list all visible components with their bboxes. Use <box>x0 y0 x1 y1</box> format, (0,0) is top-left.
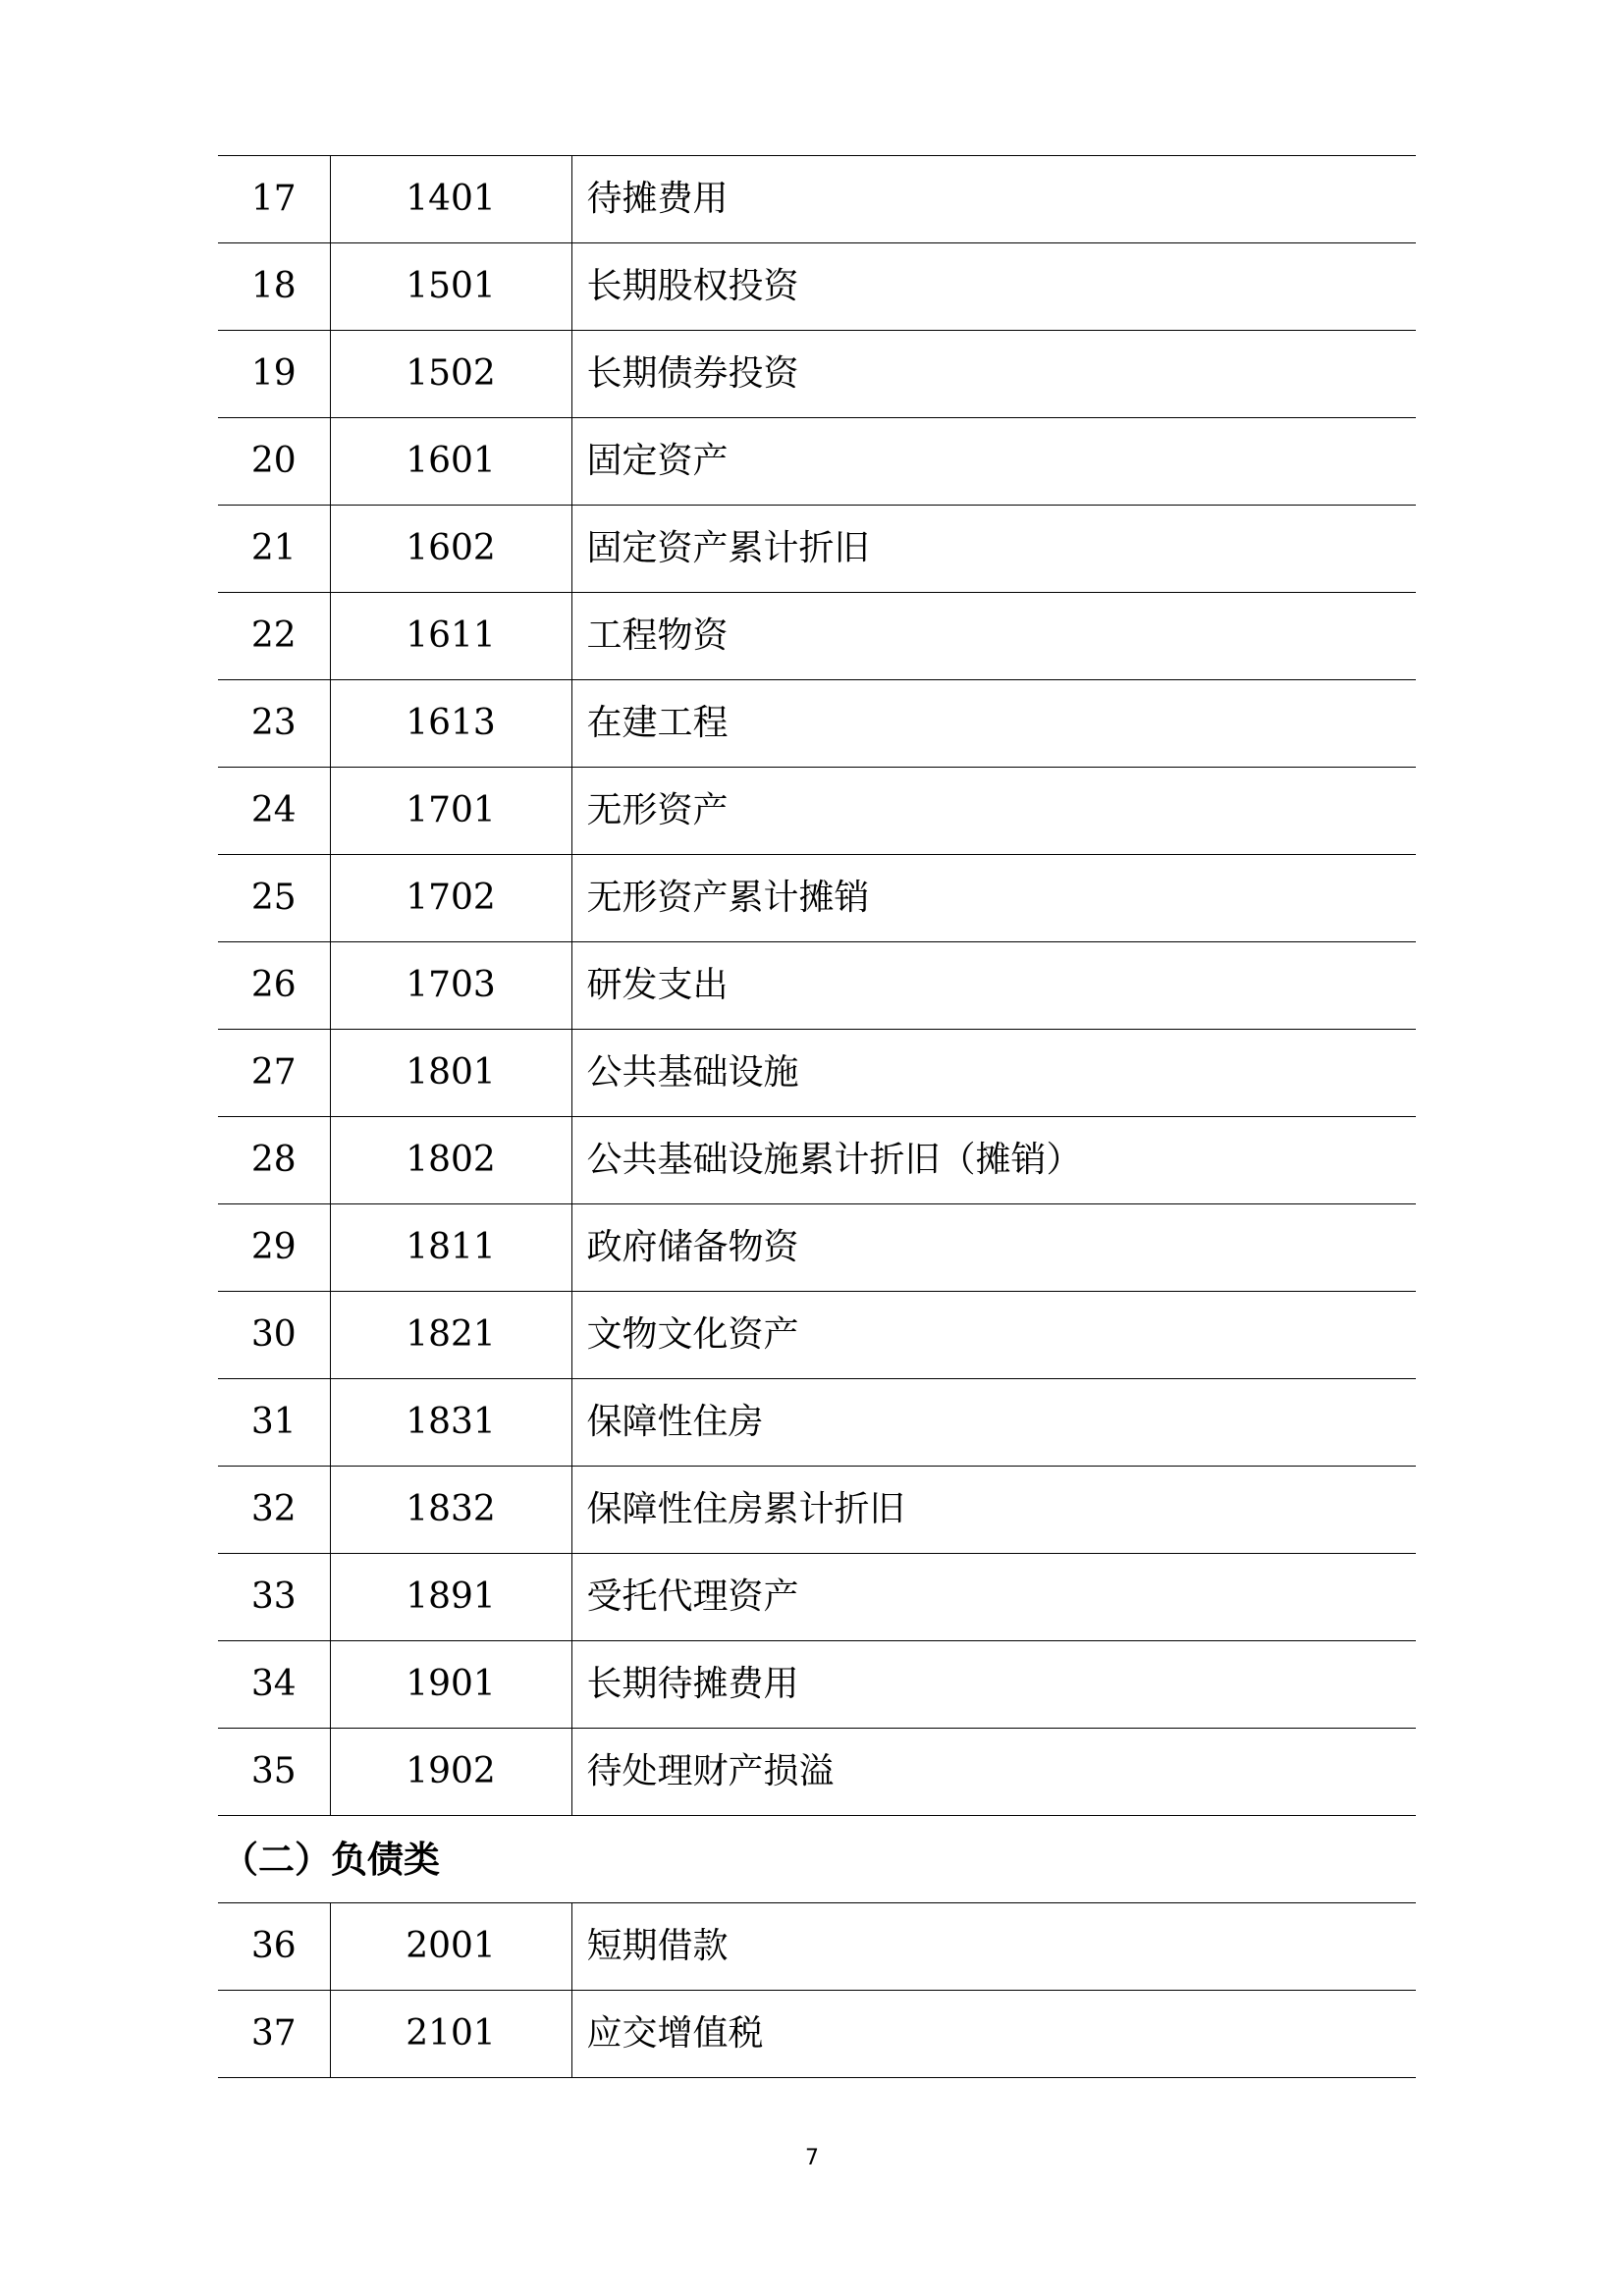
row-number: 25 <box>218 855 330 942</box>
account-name: 文物文化资产 <box>571 1292 1416 1379</box>
account-name: 保障性住房累计折旧 <box>571 1467 1416 1554</box>
row-number: 30 <box>218 1292 330 1379</box>
row-number: 37 <box>218 1991 330 2078</box>
table-row <box>218 768 1416 855</box>
row-number: 26 <box>218 942 330 1030</box>
table-row <box>218 942 1416 1030</box>
account-code: 1831 <box>330 1379 571 1467</box>
row-number: 33 <box>218 1554 330 1641</box>
row-number: 35 <box>218 1729 330 1816</box>
account-name: 无形资产累计摊销 <box>571 855 1416 942</box>
account-name: 应交增值税 <box>571 1991 1416 2078</box>
account-name: 受托代理资产 <box>571 1554 1416 1641</box>
row-number: 18 <box>218 243 330 331</box>
account-code: 2001 <box>330 1903 571 1991</box>
table-row <box>218 1379 1416 1467</box>
account-code: 1901 <box>330 1641 571 1729</box>
table-row <box>218 593 1416 680</box>
table-row <box>218 1991 1416 2078</box>
account-name: 固定资产累计折旧 <box>571 506 1416 593</box>
table-row <box>218 1641 1416 1729</box>
account-name: 研发支出 <box>571 942 1416 1030</box>
account-name: 工程物资 <box>571 593 1416 680</box>
table-row <box>218 1903 1416 1991</box>
row-number: 21 <box>218 506 330 593</box>
table-row <box>218 506 1416 593</box>
account-name: 长期待摊费用 <box>571 1641 1416 1729</box>
account-code: 1702 <box>330 855 571 942</box>
table-row <box>218 1467 1416 1554</box>
account-code: 1832 <box>330 1467 571 1554</box>
table-row <box>218 1729 1416 1816</box>
table-row <box>218 1030 1416 1117</box>
account-name: 保障性住房 <box>571 1379 1416 1467</box>
account-name: 公共基础设施 <box>571 1030 1416 1117</box>
row-number: 28 <box>218 1117 330 1204</box>
table-row <box>218 156 1416 243</box>
account-code: 1802 <box>330 1117 571 1204</box>
account-code: 1801 <box>330 1030 571 1117</box>
accounts-table-body <box>218 156 1416 2078</box>
account-name: 政府储备物资 <box>571 1204 1416 1292</box>
table-row <box>218 1554 1416 1641</box>
account-code: 1501 <box>330 243 571 331</box>
account-name: 长期债券投资 <box>571 331 1416 418</box>
row-number: 24 <box>218 768 330 855</box>
row-number: 20 <box>218 418 330 506</box>
account-name: 在建工程 <box>571 680 1416 768</box>
table-row <box>218 418 1416 506</box>
account-name: 待处理财产损溢 <box>571 1729 1416 1816</box>
row-number: 23 <box>218 680 330 768</box>
row-number: 34 <box>218 1641 330 1729</box>
account-name: 固定资产 <box>571 418 1416 506</box>
account-code: 1701 <box>330 768 571 855</box>
table-row <box>218 1117 1416 1204</box>
account-code: 1502 <box>330 331 571 418</box>
table-row <box>218 680 1416 768</box>
table-row <box>218 1204 1416 1292</box>
row-number: 32 <box>218 1467 330 1554</box>
account-code: 1611 <box>330 593 571 680</box>
page-number: 7 <box>805 2146 819 2170</box>
account-code: 1401 <box>330 156 571 243</box>
account-name: 待摊费用 <box>571 156 1416 243</box>
account-code: 1902 <box>330 1729 571 1816</box>
account-name: 无形资产 <box>571 768 1416 855</box>
account-code: 1703 <box>330 942 571 1030</box>
account-code: 1601 <box>330 418 571 506</box>
accounts-table <box>218 155 1416 2078</box>
account-name: 短期借款 <box>571 1903 1416 1991</box>
row-number: 17 <box>218 156 330 243</box>
table-row <box>218 331 1416 418</box>
row-number: 29 <box>218 1204 330 1292</box>
row-number: 22 <box>218 593 330 680</box>
table-row <box>218 1292 1416 1379</box>
table-row <box>218 243 1416 331</box>
account-code: 1602 <box>330 506 571 593</box>
section-heading-row <box>218 1816 1416 1903</box>
section-heading: （二）负债类 <box>218 1816 1416 1903</box>
account-code: 1821 <box>330 1292 571 1379</box>
account-code: 1811 <box>330 1204 571 1292</box>
account-code: 2101 <box>330 1991 571 2078</box>
row-number: 31 <box>218 1379 330 1467</box>
account-code: 1613 <box>330 680 571 768</box>
account-code: 1891 <box>330 1554 571 1641</box>
table-row <box>218 855 1416 942</box>
row-number: 36 <box>218 1903 330 1991</box>
row-number: 19 <box>218 331 330 418</box>
account-name: 长期股权投资 <box>571 243 1416 331</box>
account-name: 公共基础设施累计折旧（摊销） <box>571 1117 1416 1204</box>
row-number: 27 <box>218 1030 330 1117</box>
